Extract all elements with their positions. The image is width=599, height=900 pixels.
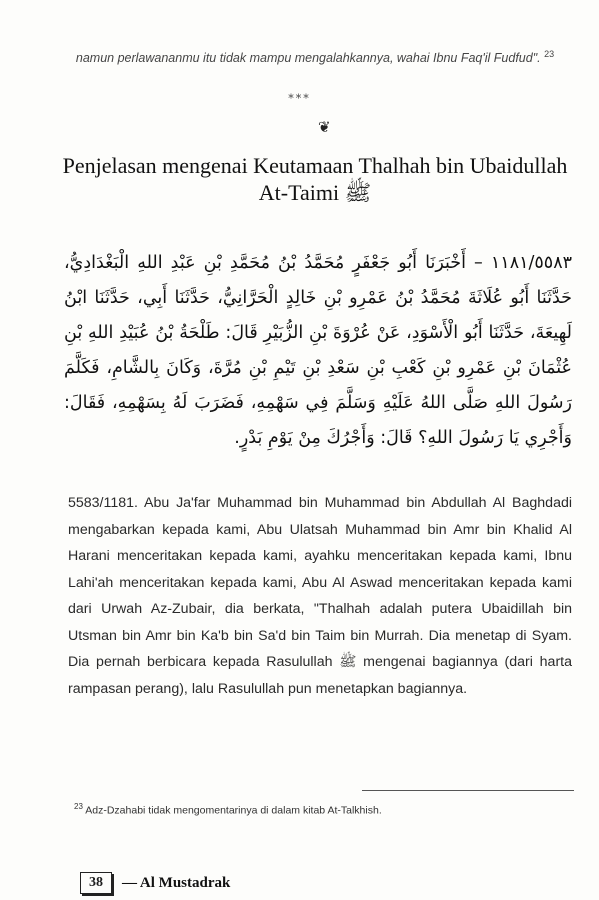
section-separator: *** xyxy=(288,92,311,105)
running-head: — Al Mustadrak xyxy=(122,874,231,891)
quote-text: namun perlawananmu itu tidak mampu mengalahkannya, wahai Ibnu Faq'il Fudfud". xyxy=(75,51,541,66)
closing-quote xyxy=(60,44,570,69)
page-number: 38 xyxy=(80,872,112,894)
page-footer xyxy=(80,872,230,894)
footnote-divider xyxy=(362,790,574,791)
ornament-icon: ❦ xyxy=(318,118,331,136)
footnote xyxy=(74,802,382,817)
chapter-heading: Penjelasan mengenai Keutamaan Thalhah bin Ubaidullah At-Taimi ﷺ xyxy=(62,153,568,205)
translation-paragraph: 5583/1181. Abu Ja'far Muhammad bin Muhammad bin Abdullah Al Baghdadi mengabarkan kepada kami, Abu Ulatsah Muhammad bin Amr bin Khalid Al Harani menceritakan kepada kami, ayahku menceritakan kepada kami, Ibnu Lahi'ah menceritakan kepada kami, Abu Al Aswad menceritakan kepada kami dari Urwah Az-Zubair, dia berkata, "Thalhah adalah putera Ubaidillah bin Utsman bin Amr bin Ka'b bin Sa'd bin Taim bin Murrah. Dia menetap di Syam. Dia pernah berbicara kepada Rasulullah ﷺ mengenai bagiannya (dari harta rampasan perang), lalu Rasulullah pun menetapkan bagiannya. xyxy=(68,495,572,697)
footnote-text: Adz-Dzahabi tidak mengomentarinya di dalam kitab At-Talkhish. xyxy=(85,804,382,817)
arabic-hadith-text: ١١٨١/٥٥٨٣ – أَخْبَرَنَا أَبُو جَعْفَرٍ مُحَمَّدُ بْنُ مُحَمَّدِ بْنِ عَبْدِ اللهِ الْبَغْدَادِيُّ، حَدَّثَنَا أَبُو عُلَاثَةَ مُحَمَّدُ بْنُ عَمْرِو بْنِ خَالِدٍ الْحَرَّانِيُّ، حَدَّثَنَا أَبِي، حَدَّثَنَا ابْنُ لَهِيعَةَ، حَدَّثَنَا أَبُو الْأَسْوَدِ، عَنْ عُرْوَةَ بْنِ الزُّبَيْرِ قَالَ: طَلْحَةُ بْنُ عُبَيْدِ اللهِ بْنِ عُثْمَانَ بْنِ عَمْرِو بْنِ كَعْبِ بْنِ سَعْدِ بْنِ تَيْمِ بْنِ مُرَّةَ، وَكَانَ بِالشَّامِ، فَكَلَّمَ رَسُولَ اللهِ صَلَّى اللهُ عَلَيْهِ وَسَلَّمَ فِي سَهْمِهِ، فَضَرَبَ لَهُ بِسَهْمِهِ، فَقَالَ: وَأَجْرِي يَا رَسُولَ اللهِ؟ قَالَ: وَأَجْرُكَ مِنْ يَوْمِ بَدْرٍ. xyxy=(64,253,572,448)
footnote-number: 23 xyxy=(74,802,83,811)
footnote-reference: 23 xyxy=(544,49,555,59)
